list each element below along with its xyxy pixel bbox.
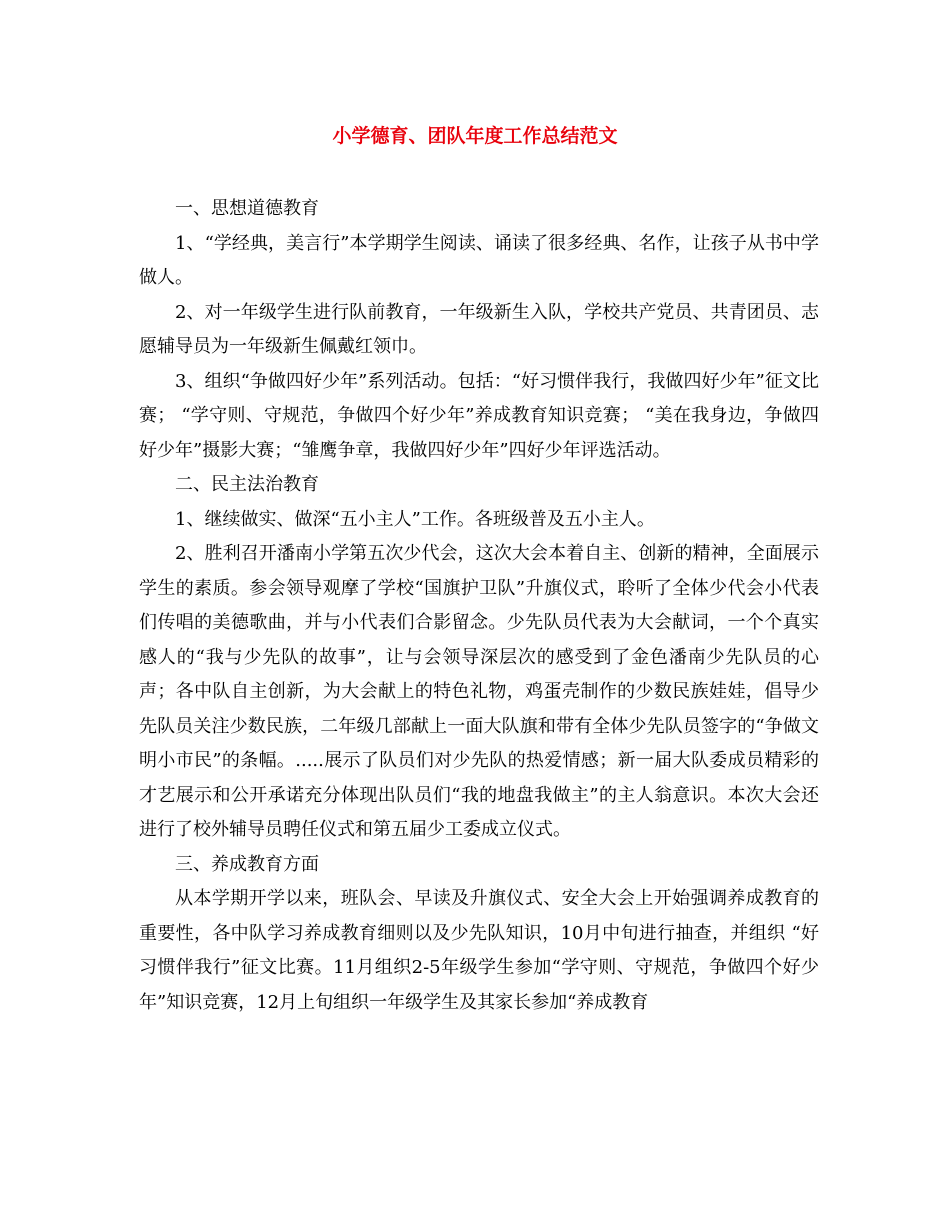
paragraph: 2、胜利召开潘南小学第五次少代会，这次大会本着自主、创新的精神，全面展示学生的素质。参会领导观摩了学校“国旗护卫队”升旗仪式，聆听了全体少代会小代表们传唱的美德歌曲，并与小代表们合影留念。少先队员代表为大会献词，一个个真实感人的“我与少先队的故事”，让与会领导深层次的感受到了金色潘南少先队员的心声；各中队自主创新，为大会献上的特色礼物，鸡蛋壳制作的少数民族娃娃，倡导少先队员关注少数民族，二年级几部献上一面大队旗和带有全体少先队员签字的“争做文明小市民”的条幅。.....展示了队员们对少先队的热爱情感；新一届大队委成员精彩的才艺展示和公开承诺充分体现出队员们“我的地盘我做主”的主人翁意识。本次大会还进行了校外辅导员聘任仪式和第五届少工委成立仪式。 [139, 543, 819, 840]
paragraph: 1、继续做实、做深“五小主人”工作。各班级普及五小主人。 [175, 508, 655, 530]
paragraph: 2、对一年级学生进行队前教育，一年级新生入队，学校共产党员、共青团员、志愿辅导员为一年级新生佩戴红领巾。 [139, 301, 819, 357]
section-heading-2: 二、民主法治教育 [175, 474, 319, 495]
section-heading-1: 一、思想道德教育 [175, 198, 319, 219]
paragraph: 1、“学经典，美言行”本学期学生阅读、诵读了很多经典、名作，让孩子从书中学做人。 [139, 232, 819, 288]
document-title: 小学德育、团队年度工作总结范文 [332, 125, 618, 147]
paragraph: 3、组织“争做四好少年”系列活动。包括：“好习惯伴我行，我做四好少年”征文比赛； “学守则、守规范，争做四个好少年”养成教育知识竞赛； “美在我身边，争做四好少年”摄影大赛；“雏鹰争章，我做四好少年”四好少年评选活动。 [139, 370, 819, 461]
section-heading-3: 三、养成教育方面 [175, 853, 319, 875]
paragraph: 从本学期开学以来，班队会、早读及升旗仪式、安全大会上开始强调养成教育的重要性，各中队学习养成教育细则以及少先队知识，10月中旬进行抽查，并组织 “好习惯伴我行”征文比赛。11月组织2-5年级学生参加“学守则、守规范，争做四个好少年”知识竞赛，12月上旬组织一年级学生及其家长参加“养成教育 [139, 888, 819, 1013]
document-body [139, 192, 819, 1020]
